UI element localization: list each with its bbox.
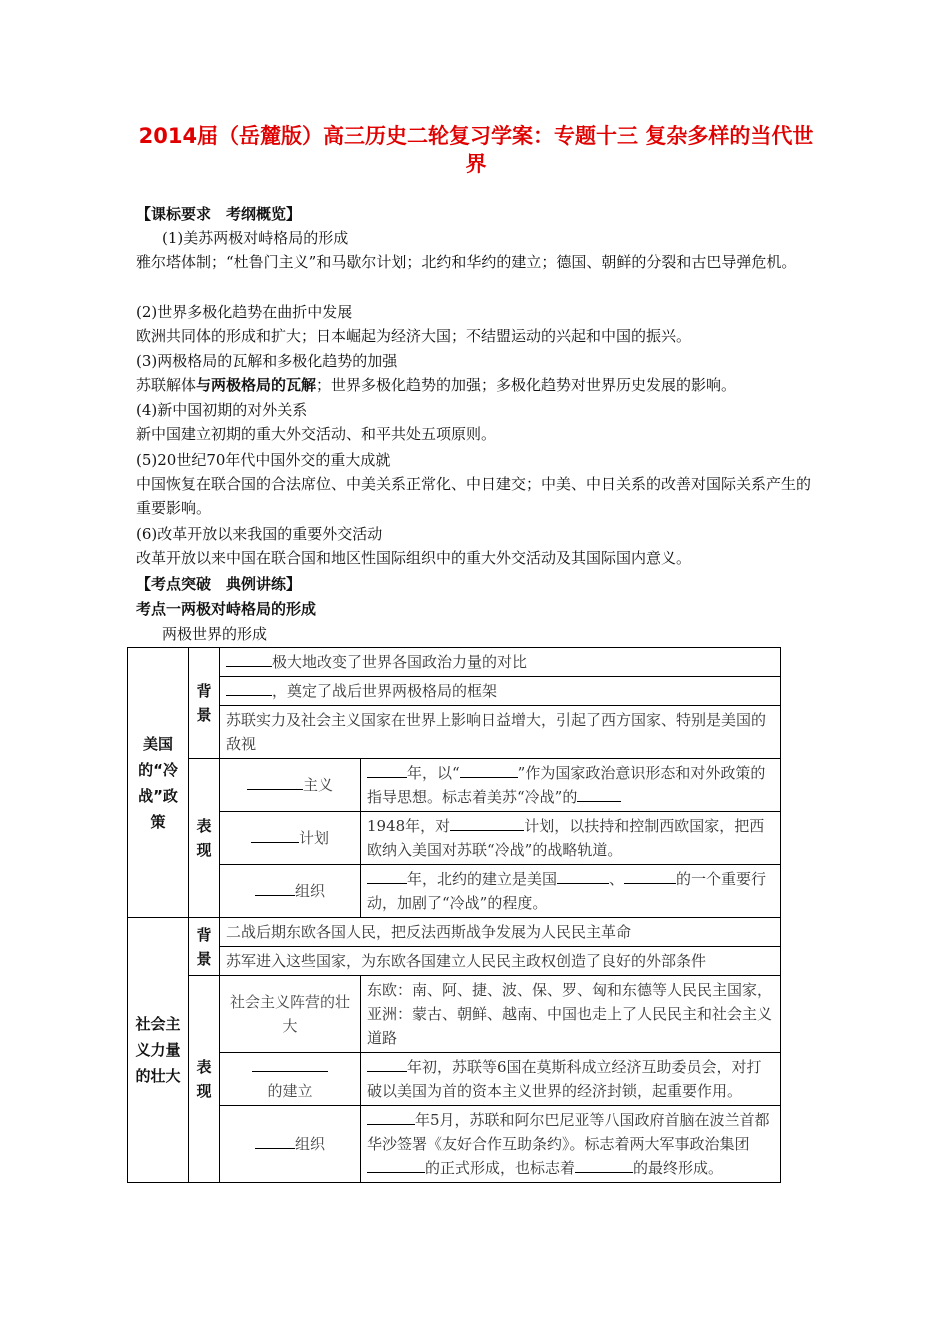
blank [367,1156,425,1173]
blank [255,1132,295,1149]
us-bg-row-3: 苏联实力及社会主义国家在世界上影响日益增大，引起了西方国家、特别是美国的敌视 [220,706,781,759]
us-row-plan-label [220,812,361,865]
blank [251,826,299,843]
blank [247,773,303,790]
blank [255,879,295,896]
soc-row-comecon-label [220,1053,361,1106]
soc-bg-row-2: 苏军进入这些国家，为东欧各国建立人民民主政权创造了良好的外部条件 [220,947,781,976]
soc-background-label: 背景 [189,918,220,976]
item-6-body: 改革开放以来中国在联合国和地区性国际组织中的重大外交活动及其国际国内意义。 [136,549,692,567]
blank [557,867,609,884]
item-3-body [136,373,816,397]
item-3-body-part-a: 苏联解体 [136,376,197,394]
us-bg-text-2: ，奠定了战后世界两极格局的框架 [272,682,498,700]
us-bg-row-2 [220,677,781,706]
us-coldwar-label: 美国的“冷战”政策 [128,648,189,918]
item-3-heading: (3)两极格局的瓦解和多极化趋势的加强 [136,352,398,370]
blank [367,761,407,778]
us-org-t1: 年，北约的建立是美国 [407,870,558,888]
section-heading-requirements: 【课标要求 考纲概览】 [136,205,302,223]
us-org-t2: 、 [609,870,625,888]
soc-row-camp-label: 社会主义阵营的壮大 [220,976,361,1053]
soc-bg-row-1: 二战后期东欧各国人民，把反法西斯战争发展为人民民主革命 [220,918,781,947]
us-row-plan-text: 计划 [298,829,329,847]
blank [367,1108,415,1125]
us-performance-label: 表现 [189,759,220,918]
item-4-heading: (4)新中国初期的对外关系 [136,401,308,419]
us-plan-t2: 计划，以扶持和控制西欧国家，把西欧纳入美国对苏联“冷战”的战略轨道。 [367,817,765,859]
soc-row-org-label [220,1106,361,1183]
us-bg-row-1 [220,648,781,677]
us-bg-text-1: 极大地改变了世界各国政治力量的对比 [272,653,528,671]
us-background-label: 背景 [189,648,220,759]
soc-row-org-text: 组织 [294,1135,325,1153]
page-title: 2014届（岳麓版）高三历史二轮复习学案：专题十三 复杂多样的当代世界 [138,124,814,176]
us-row-org-content [361,865,781,918]
us-row-doctrine-content [361,759,781,812]
blank [226,650,272,667]
soc-row-org-content [361,1106,781,1183]
soc-org-t1: 年5月，苏联和阿尔巴尼亚等八国政府首脑在波兰首都华沙签署《友好合作互助条约》。标志着两大军事政治集团 [367,1111,770,1153]
soc-comecon-t1: 年初，苏联等6国在莫斯科成立经济互助委员会，对打破以美国为首的资本主义世界的经济封锁，起重要作用。 [367,1058,762,1100]
us-row-doctrine-label [220,759,361,812]
item-4-body: 新中国建立初期的重大外交活动、和平共处五项原则。 [136,425,497,443]
item-1-heading: (1)美苏两极对峙格局的形成 [162,229,349,247]
item-3-body-part-c: ；世界多极化趋势的加强；多极化趋势对世界历史发展的影响。 [316,376,737,394]
blank [367,867,407,884]
blank [460,761,518,778]
blank [624,867,676,884]
soc-org-t3: 的最终形成。 [633,1159,724,1177]
item-5-heading: (5)20世纪70年代中国外交的重大成就 [136,451,391,469]
us-doctrine-t1: 年，以“ [407,764,460,782]
blank [577,785,621,802]
blank [226,679,272,696]
blank [450,814,524,831]
soc-row-comecon-content [361,1053,781,1106]
item-3-body-part-b: 与两极格局的瓦解 [196,376,317,394]
soc-org-t2: 的正式形成，也标志着 [425,1159,576,1177]
topic-heading: 考点一两极对峙格局的形成 [136,600,317,618]
soc-row-camp-content: 东欧：南、阿、捷、波、保、罗、匈和东德等人民民主国家，亚洲：蒙古、朝鲜、越南、中国也走上了人民民主和社会主义道路 [361,976,781,1053]
blank [252,1055,328,1072]
item-2-body: 欧洲共同体的形成和扩大；日本崛起为经济大国；不结盟运动的兴起和中国的振兴。 [136,327,692,345]
table-caption: 两极世界的形成 [162,625,268,643]
item-1-body: 雅尔塔体制；“杜鲁门主义”和马歇尔计划；北约和华约的建立；德国、朝鲜的分裂和古巴导弹危机。 [136,253,797,271]
us-row-org-label [220,865,361,918]
us-org-t3: 的一个重要行动，加剧了“冷战”的程度。 [367,870,767,912]
us-row-org-text: 组织 [294,882,325,900]
socialist-strength-label: 社会主义力量的壮大 [128,918,189,1183]
soc-performance-label: 表现 [189,976,220,1183]
bipolar-world-table [127,647,781,1183]
us-row-plan-content [361,812,781,865]
us-row-doctrine-text: 主义 [302,776,333,794]
soc-row-comecon-text: 的建立 [267,1082,313,1100]
item-6-heading: (6)改革开放以来我国的重要外交活动 [136,525,383,543]
item-5-body: 中国恢复在联合国的合法席位、中美关系正常化、中日建交；中美、中日关系的改善对国际关系产生的重要影响。 [136,475,812,517]
blank [367,1055,407,1072]
us-doctrine-t2: ”作为国家政治意识形态和对外政策的指导思想。标志着美苏“冷战”的 [367,764,766,806]
item-2-heading: (2)世界多极化趋势在曲折中发展 [136,303,353,321]
us-plan-t1: 1948年，对 [367,817,451,835]
section-heading-examples: 【考点突破 典例讲练】 [136,575,302,593]
blank [575,1156,633,1173]
